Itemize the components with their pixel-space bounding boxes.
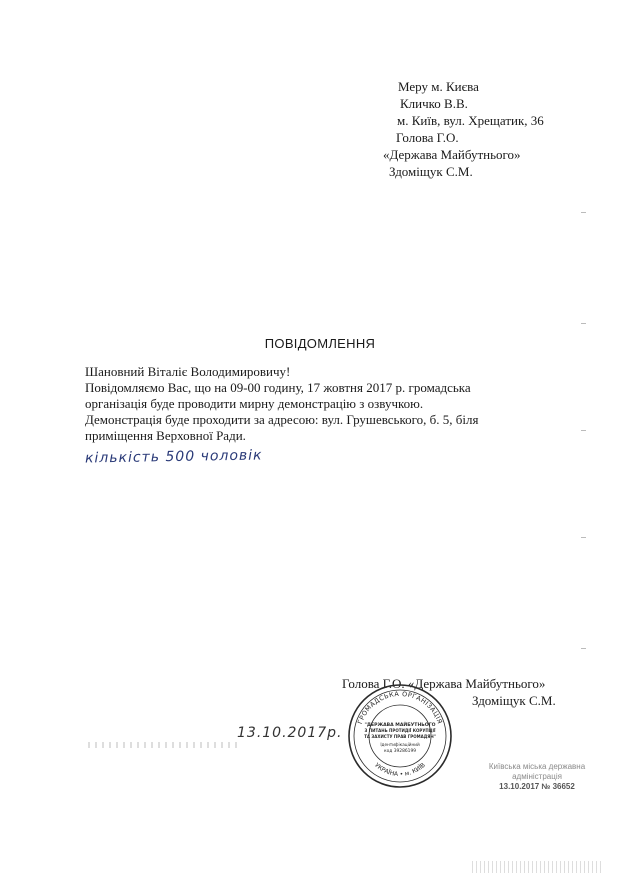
scan-artifact xyxy=(88,742,238,748)
scan-margin-mark xyxy=(581,537,586,538)
body-line: Демонстрація буде проходити за адресою: вул. Грушевського, б. 5, біля xyxy=(85,412,479,427)
letter-body xyxy=(85,364,555,444)
addressee-line: м. Київ, вул. Хрещатик, 36 xyxy=(397,113,544,128)
addressee-line: Кличко В.В. xyxy=(400,96,468,111)
scan-margin-mark xyxy=(581,212,586,213)
body-line: Повідомляємо Вас, що на 09-00 годину, 17 жовтня 2017 р. громадська xyxy=(85,380,471,395)
body-line: приміщення Верховної Ради. xyxy=(85,428,246,443)
handwritten-note: кількість 500 чоловік xyxy=(84,447,263,467)
seal-ring-text: ГРОМАДСЬКА ОРГАНІЗАЦІЯ xyxy=(355,689,445,726)
scan-margin-mark xyxy=(581,323,586,324)
stamp-number: 13.10.2017 № 36652 xyxy=(499,782,575,791)
addressee-line: Здоміщук С.М. xyxy=(389,164,473,179)
seal-center-line: ТА ЗАХИСТУ ПРАВ ГРОМАДЯН" xyxy=(364,734,436,739)
signature-line: Голова Г.О. «Держава Майбутнього» xyxy=(342,676,546,691)
document-title: ПОВІДОМЛЕННЯ xyxy=(264,336,376,351)
addressee-line: Меру м. Києва xyxy=(398,79,479,94)
scan-margin-mark xyxy=(581,430,586,431)
registration-stamp xyxy=(482,762,592,792)
scan-barcode-artifact xyxy=(472,861,602,873)
seal-bottom-text: УКРАЇНА • м. КИЇВ xyxy=(373,761,427,779)
addressee-line: Голова Г.О. xyxy=(396,130,459,145)
stamp-line: Київська міська державна xyxy=(488,762,586,771)
stamp-line: адміністрація xyxy=(512,772,562,781)
seal-id-label: Ідентифікаційний xyxy=(380,742,420,747)
handwritten-date: 13.10.2017р. xyxy=(237,725,343,741)
seal-id-code: код 39286199 xyxy=(383,749,417,754)
signature-name: Здоміщук С.М. xyxy=(472,693,556,708)
svg-text:УКРАЇНА • м. КИЇВ xyxy=(373,762,427,778)
organization-seal-icon xyxy=(346,682,454,790)
addressee-block xyxy=(380,78,600,180)
seal-center-line: З ПИТАНЬ ПРОТИДІЇ КОРУПЦІЇ xyxy=(364,728,436,733)
addressee-line: «Держава Майбутнього» xyxy=(383,147,521,162)
body-line: Шановний Віталіє Володимировичу! xyxy=(85,364,291,379)
scan-margin-mark xyxy=(581,648,586,649)
body-line: організація буде проводити мирну демонстрацію з озвучкою. xyxy=(85,396,424,411)
seal-center-line: "ДЕРЖАВА МАЙБУТНЬОГО xyxy=(364,723,436,728)
